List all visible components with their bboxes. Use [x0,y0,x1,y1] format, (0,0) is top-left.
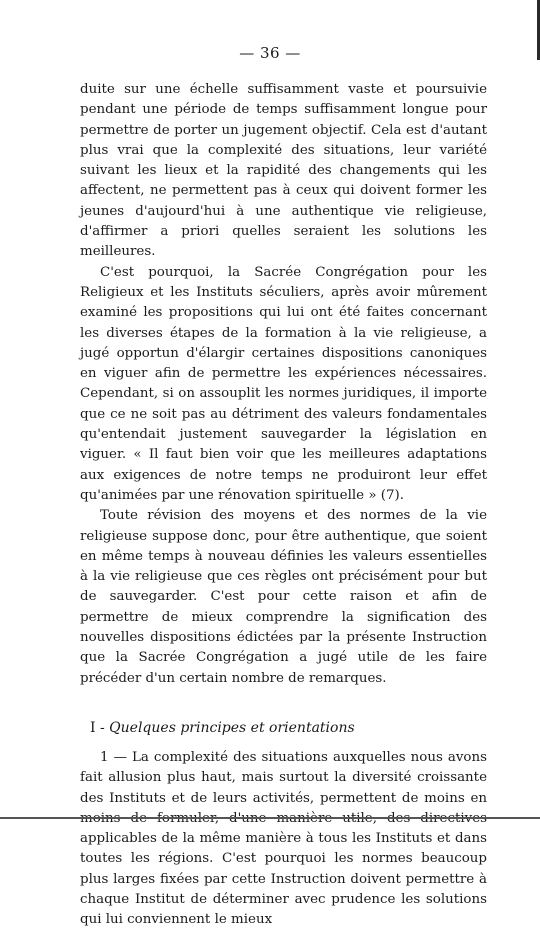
page-number: — 36 — [239,44,301,62]
section-title: Quelques principes et orientations [109,719,355,736]
body-text [80,80,487,931]
paragraph-1: duite sur une échelle suffisamment vaste et poursuivie pendant une période de temps suffisamment longue pour permettre de porter un jugement objectif. Cela est d'autant plus vrai que la complexité des situations, leur variété suivant les lieux et la rapidité des changements qui les affectent, ne permettent pas à ceux qui doivent former les jeunes d'aujourd'hui à une authentique vie religieuse, d'affirmer a priori quelles seraient les solutions les meilleures. [80,82,487,260]
paragraph-section-1: 1 — La complexité des situations auxquelles nous avons fait allusion plus haut, mais surtout la diversité croissante des Instituts et de leurs activités, permettent de moins en applicables de la même manière à tous les Instituts et dans toutes les régions. C'est pourquoi les normes beaucoup plus larges fixées par cette Instruction doivent permettre à chaque Institut de déterminer avec prudence les solutions qui lui conviennent le mieux [80,749,487,928]
section-number: I - [90,719,105,736]
paragraph-2: C'est pourquoi, la Sacrée Congrégation pour les Religieux et les Instituts séculiers, après avoir mûrement examiné les propositions qui lui ont été faites concernant les diverses étapes de la formation à la vie religieuse, a jugé opportun d'élargir certaines dispositions canoniques en viguer afin de permettre les expériences nécessaires. Cependant, si on assouplit les normes juridiques, il importe que ce ne soit pas au détriment des valeurs fondamentales qu'entendait justement sauvegarder la législation en viguer. « Il faut bien voir que les meilleures adaptations aux exigences de notre temps ne produiront leur effet qu'animées par une rénovation spirituelle » (7). [80,264,487,503]
paragraph-3: Toute révision des moyens et des normes de la vie religieuse suppose donc, pour être authentique, que soient en même temps à nouveau définies les valeurs essentielles à la vie religieuse que ces règles ont précisément pour but de sauvegarder. C'est pour cette raison et afin de permettre de mieux comprendre la signification des nouvelles dispositions édictées par la présente Instruction que la Sacrée Congrégation a jugé utile de les faire précéder d'un certain nombre de remarques. [80,508,487,686]
section-heading [80,718,487,738]
bottom-rule [0,817,540,819]
